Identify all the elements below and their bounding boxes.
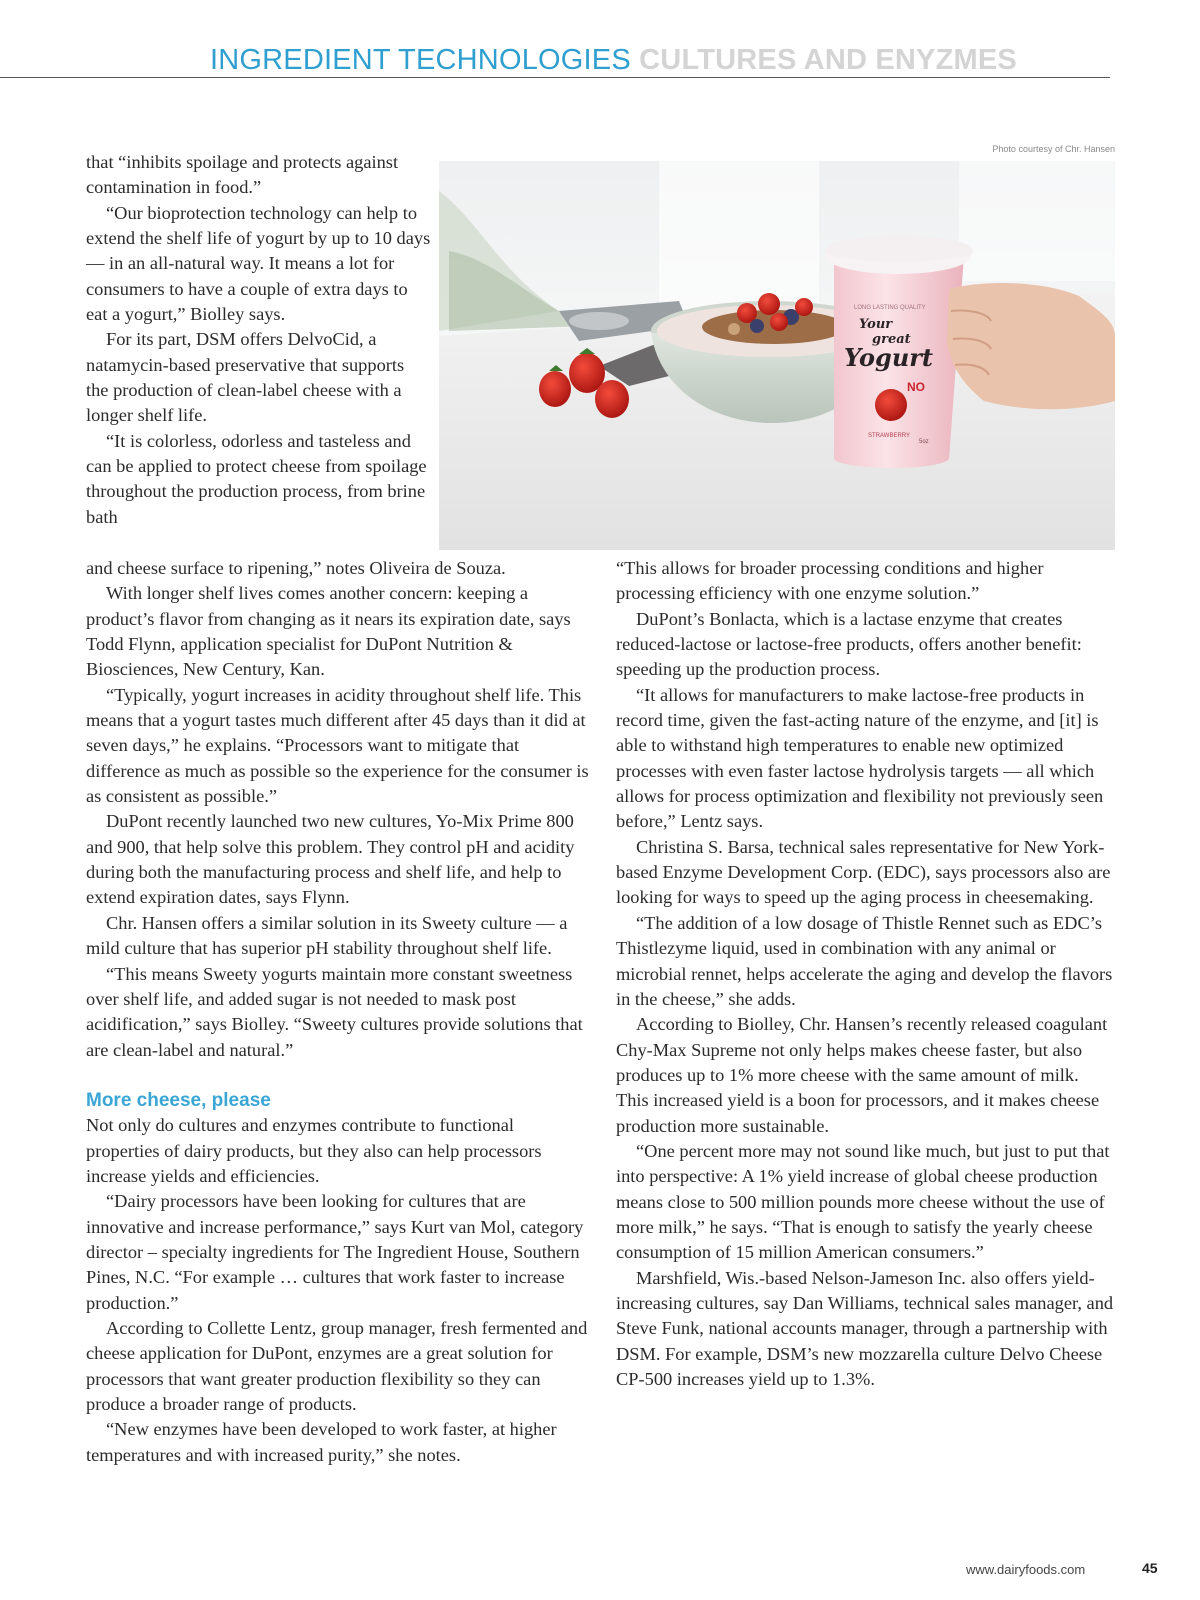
column-a-bottom	[86, 556, 592, 1468]
paragraph: “One percent more may not sound like much, but just to put that into perspective: A 1% yield increase of global cheese production means close to 500 million pounds more cheese without the use of more milk,” he says. “That is enough to satisfy the yearly cheese consumption of 15 million American consumers.”	[616, 1140, 1110, 1263]
svg-text:Yogurt: Yogurt	[844, 343, 934, 372]
yogurt-photo	[439, 161, 1115, 550]
paragraph: DuPont recently launched two new cultures, Yo-Mix Prime 800 and 900, that help solve this problem. They control pH and acidity during both the manufacturing process and shelf life, and help to extend expiration dates, says Flynn.	[86, 811, 575, 908]
paragraph: and cheese surface to ripening,” notes Oliveira de Souza.	[86, 558, 506, 578]
paragraph: Chr. Hansen offers a similar solution in its Sweety culture — a mild culture that has superior pH stability throughout shelf life.	[86, 912, 568, 959]
paragraph: “Typically, yogurt increases in acidity throughout shelf life. This means that a yogurt tastes much different after 45 days than it did at seven days,” he explains. “Processors want to mitigate that difference as much as possible so the experience for the consumer is as consistent as possible.”	[86, 684, 589, 807]
footer-url: www.dairyfoods.com	[966, 1562, 1086, 1577]
paragraph: “This allows for broader processing conditions and higher processing efficiency with one enzyme solution.”	[616, 558, 1044, 604]
paragraph: “The addition of a low dosage of Thistle Rennet such as EDC’s Thistlezyme liquid, used in combination with any animal or microbial rennet, helps accelerate the aging and develop the flavors in the cheese,” she adds.	[616, 912, 1113, 1009]
section-name: INGREDIENT TECHNOLOGIES	[210, 44, 631, 76]
paragraph: that “inhibits spoilage and protects against contamination in food.”	[86, 152, 399, 198]
paragraph: “This means Sweety yogurts maintain more constant sweetness over shelf life, and added sugar is not needed to mask post acidification,” says Biolley. “Sweety cultures provide solutions that are clean-label and natural.”	[86, 963, 583, 1060]
section-topic: CULTURES AND ENYZMES	[639, 44, 1017, 76]
paragraph: DuPont’s Bonlacta, which is a lactase enzyme that creates reduced-lactose or lactose-free products, offers another benefit: speeding up the production process.	[616, 608, 1082, 680]
paragraph: Not only do cultures and enzymes contribute to functional properties of dairy products, but they also can help processors increase yields and efficiencies.	[86, 1115, 542, 1186]
header-rule	[0, 77, 1110, 78]
paragraph: According to Biolley, Chr. Hansen’s recently released coagulant Chy-Max Supreme not only helps makes cheese faster, but also produces up to 1% more cheese with the same amount of milk. This increased yield is a boon for processors, and it makes cheese production more sustainable.	[616, 1014, 1108, 1136]
svg-text:LONG LASTING QUALITY: LONG LASTING QUALITY	[854, 305, 926, 311]
section-header	[210, 44, 1017, 77]
spacer	[86, 1063, 592, 1088]
svg-text:Your: Your	[859, 317, 893, 332]
svg-text:NO: NO	[907, 380, 925, 394]
paragraph: For its part, DSM offers DelvoCid, a natamycin-based preservative that supports the production of clean-label cheese with a longer shelf life.	[86, 329, 405, 426]
paragraph: Christina S. Barsa, technical sales representative for New York-based Enzyme Development Corp. (EDC), says processors also are looking for ways to speed up the aging process in cheesemaking.	[616, 836, 1111, 908]
column-b	[616, 556, 1114, 1392]
paragraph: Marshfield, Wis.-based Nelson-Jameson Inc. also offers yield-increasing cultures, say Dan Williams, technical sales manager, and Steve Funk, national accounts manager, through a partnership with DSM. For example, DSM’s new mozzarella culture Delvo Cheese CP-500 increases yield up to 1.3%.	[616, 1267, 1114, 1389]
paragraph: “New enzymes have been developed to work faster, at higher temperatures and with increased purity,” she notes.	[86, 1419, 557, 1465]
photo-credit: Photo courtesy of Chr. Hansen	[992, 144, 1115, 154]
paragraph: According to Collette Lentz, group manager, fresh fermented and cheese application for DuPont, enzymes are a great solution for processors that want greater production flexibility so they can produce a broader range of products.	[86, 1317, 588, 1414]
svg-text:5oz: 5oz	[919, 439, 929, 445]
page-number: 45	[1142, 1560, 1158, 1576]
paragraph: With longer shelf lives comes another concern: keeping a product’s flavor from changing as it nears its expiration date, says Todd Flynn, application specialist for DuPont Nutrition & Biosciences, New Century, Kan.	[86, 583, 571, 680]
paragraph: “Dairy processors have been looking for cultures that are innovative and increase performance,” says Kurt van Mol, category director – specialty ingredients for The Ingredient House, Southern Pines, N.C. “For example … cultures that work faster to increase production.”	[86, 1191, 584, 1313]
paragraph: “It allows for manufacturers to make lactose-free products in record time, given the fast-acting nature of the enzyme, and [it] is able to withstand high temperatures to enable new optimized processes with even faster lactose hydrolysis targets — all which allows for process optimization and flexibility not previously seen before,” Lentz says.	[616, 684, 1104, 832]
subheading: More cheese, please	[86, 1089, 271, 1111]
paragraph: “It is colorless, odorless and tasteless and can be applied to protect cheese from spoilage throughout the production process, from brine bath	[86, 430, 427, 527]
svg-text:STRAWBERRY: STRAWBERRY	[868, 433, 911, 439]
column-a-top	[86, 150, 431, 530]
svg-text:great: great	[872, 332, 911, 347]
paragraph: “Our bioprotection technology can help to extend the shelf life of yogurt by up to 10 days — in an all-natural way. It means a lot for consumers to have a couple of extra days to eat a yogurt,” Biolley says.	[86, 202, 431, 325]
